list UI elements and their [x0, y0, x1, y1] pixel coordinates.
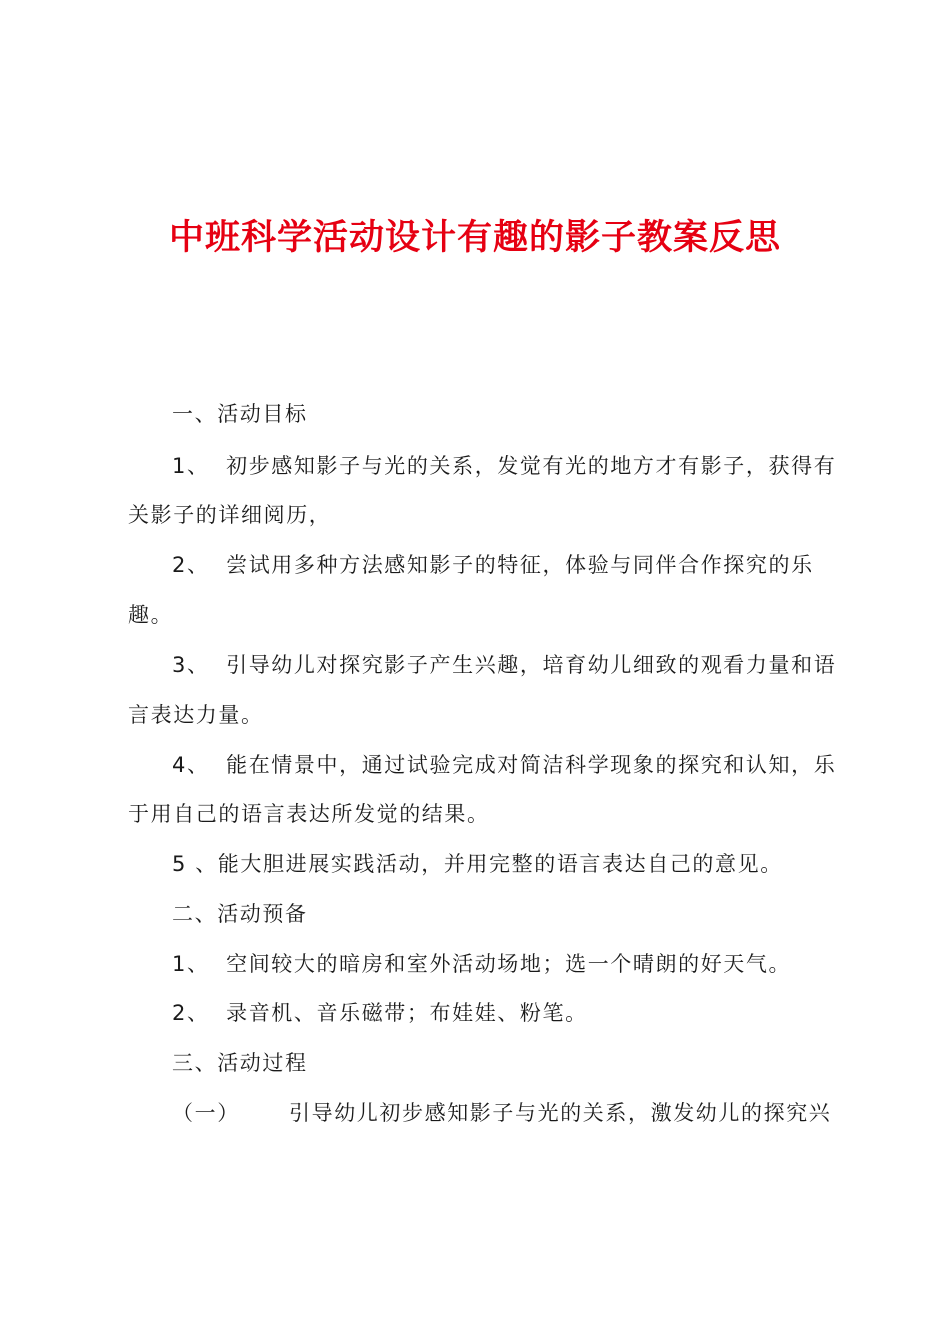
section-heading-preparation: 二、活动预备: [172, 902, 308, 926]
goal-4-line-2: 于用自己的语言表达所发觉的结果。: [128, 802, 490, 826]
section-heading-process: 三、活动过程: [172, 1051, 308, 1075]
goal-4-line-1: 4、 能在情景中，通过试验完成对简洁科学现象的探究和认知，乐: [172, 753, 837, 777]
prep-item-1: 1、 空间较大的暗房和室外活动场地；选一个晴朗的好天气。: [172, 952, 792, 976]
step-1-text: 引导幼儿初步感知影子与光的关系，激发幼儿的探究兴: [289, 1101, 832, 1125]
goal-3-line-1: 3、 引导幼儿对探究影子产生兴趣，培育幼儿细致的观看力量和语: [172, 653, 837, 677]
goal-2-line-2: 趣。: [128, 603, 174, 627]
step-1-label: （一）: [172, 1101, 240, 1125]
prep-item-2: 2、 录音机、音乐磁带；布娃娃、粉笔。: [172, 1001, 588, 1025]
goal-1-line-1: 1、 初步感知影子与光的关系，发觉有光的地方才有影子，获得有: [172, 454, 837, 478]
document-title: 中班科学活动设计有趣的影子教案反思: [168, 217, 781, 258]
section-heading-goals: 一、活动目标: [172, 402, 308, 426]
goal-1-line-2: 关影子的详细阅历，: [128, 503, 332, 527]
goal-3-line-2: 言表达力量。: [128, 703, 264, 727]
goal-5: 5 、能大胆进展实践活动，并用完整的语言表达自己的意见。: [172, 852, 783, 876]
goal-2-line-1: 2、 尝试用多种方法感知影子的特征，体验与同伴合作探究的乐: [172, 553, 814, 577]
